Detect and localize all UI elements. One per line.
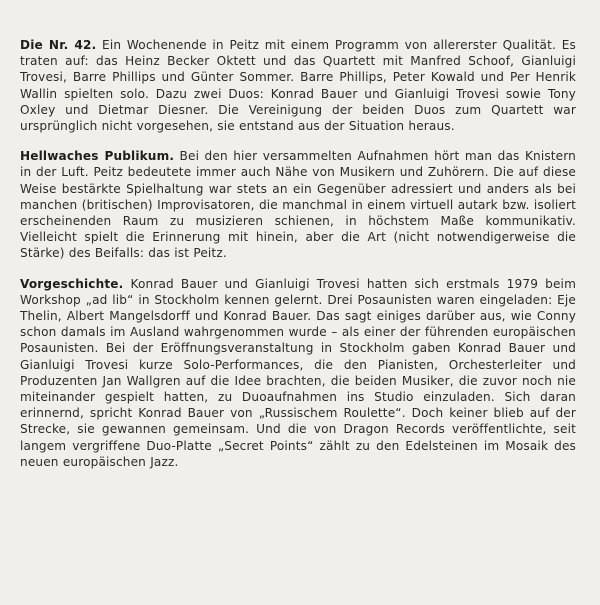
paragraph-text: Konrad Bauer und Gianluigi Trovesi hatten sich erstmals 1979 beim Workshop „ad lib“ in Stockholm kennen gelernt. Drei Posaunisten waren eingeladen: Eje Thelin, Albert Mangelsdorff und Konrad Bauer. Das sagt einiges darüber aus, wie Conny schon damals im Ausland wahrgenommen wurde – als einer der führenden europäischen Posaunisten. Bei der Eröffnungsveranstaltung in Stockholm gaben Konrad Bauer und Gianluigi Trovesi kurze Solo-Performances, die den Pianisten, Orchesterleiter und Produzenten Jan Wallgren auf die Idee brachten, die beiden Musiker, die zuvor noch nie miteinander gespielt hatten, zu Duoaufnahmen ins Studio einzuladen. Sich daran erinnernd, spricht Konrad Bauer von „Russischem Roulette“. Doch keiner blieb auf der Strecke, sie gewannen gemeinsam. Und die von Dragon Records veröffentlichte, seit langem vergriffene Duo-Platte „Secret Points“ zählt zu den Edelsteinen im Mosaik des neuen europäischen Jazz.: [20, 276, 576, 469]
paragraph-text: Bei den hier versammelten Aufnahmen hört man das Knistern in der Luft. Peitz bedeutete immer auch Nähe von Musikern und Zuhörern. Die auf diese Weise bestärkte Spielhaltung war stets an ein Gegenüber adressiert und anders als bei manchen (britischen) Improvisatoren, die manchmal in einem virtuell autark bzw. isoliert erscheinenden Raum zu musizieren schienen, in höchstem Maße kommunikativ. Vielleicht spielt die Erinnerung mit hinein, aber die Art (nicht notwendigerweise die Stärke) des Beifalls: das ist Peitz.: [20, 149, 577, 261]
paragraph-vorgeschichte: [20, 276, 576, 470]
paragraph-heading: Die Nr. 42.: [20, 38, 97, 52]
paragraph-publikum: [20, 148, 576, 261]
paragraph-text: Ein Wochenende in Peitz mit einem Programm von allererster Qualität. Es traten auf: das Heinz Becker Oktett und das Quartett mit Manfred Schoof, Gianluigi Trovesi, Barre Phillips und Günter Sommer. Barre Phillips, Peter Kowald und Per Henrik Wallin spielten solo. Dazu zwei Duos: Konrad Bauer und Gianluigi Trovesi sowie Tony Oxley und Dietmar Diesner. Die Vereinigung der beiden Duos zum Quartett war ursprünglich nicht vorgesehen, sie entstand aus der Situation heraus.: [20, 38, 576, 134]
paragraph-heading: Hellwaches Publikum.: [20, 149, 175, 164]
paragraph-nr-42: [20, 37, 576, 134]
paragraph-heading: Vorgeschichte.: [20, 276, 124, 291]
